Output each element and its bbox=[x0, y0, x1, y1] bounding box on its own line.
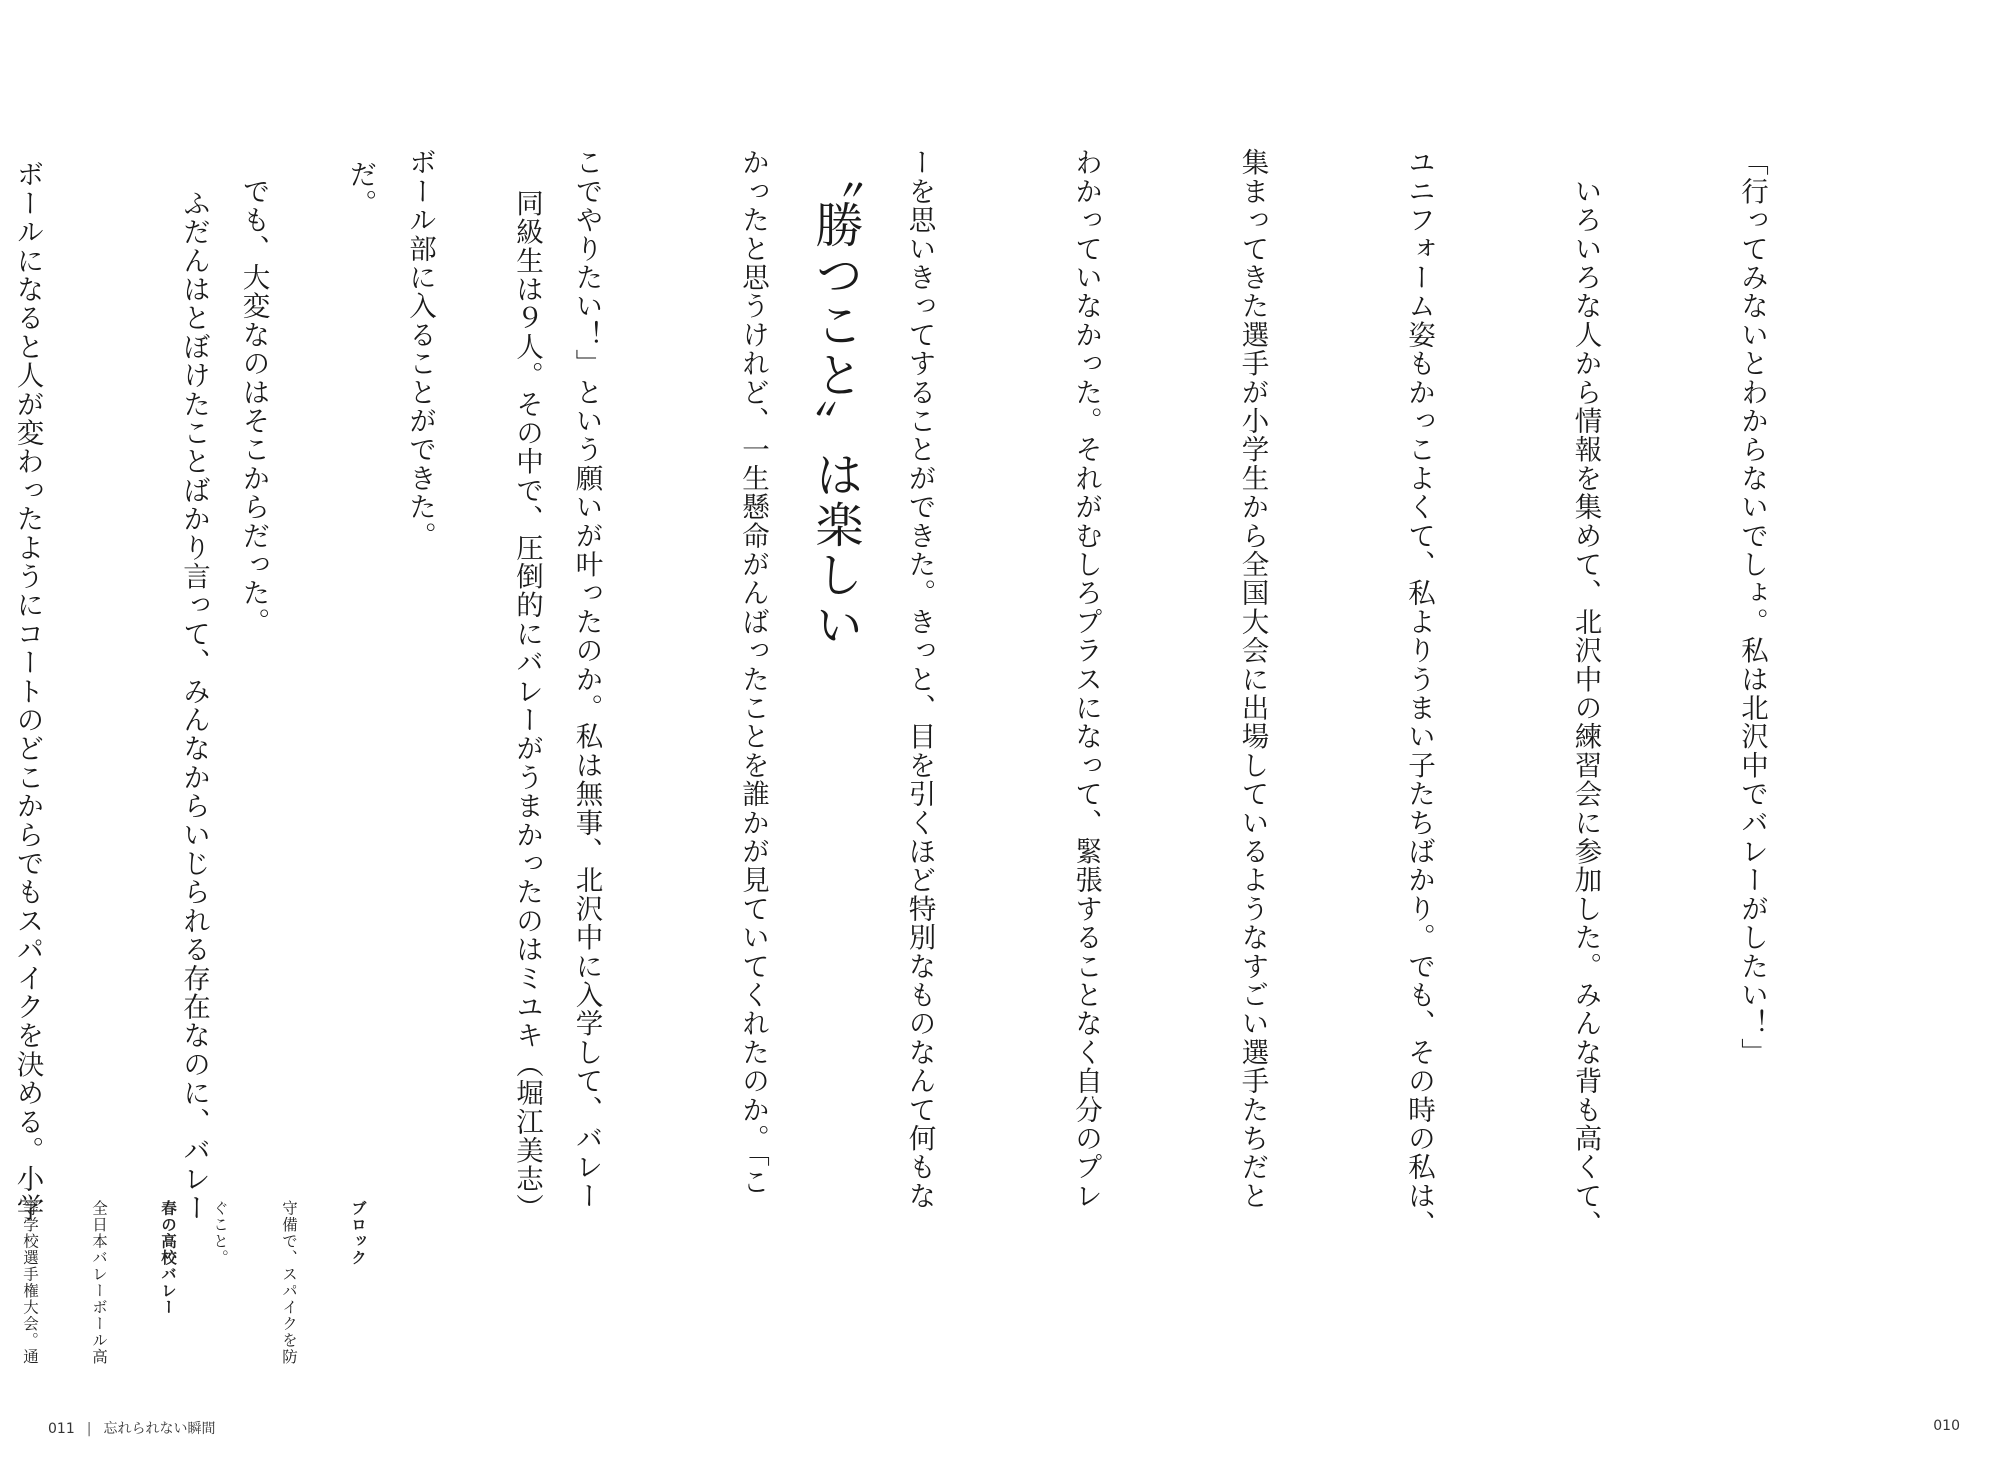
note-line: ぐこと。 bbox=[211, 1200, 229, 1266]
glossary-note-spring bbox=[0, 1200, 225, 1365]
body-line: わかっていなかった。それがむしろプラスになって、緊張することなく自分のプレ bbox=[1070, 148, 1102, 1210]
body-line: ーを思いきってすることができた。きっと、目を引くほど特別なものなんて何もな bbox=[903, 148, 936, 1210]
body-line: こでやりたい！」という願いが叶ったのか。私は無事、北沢中に入学して、バレー bbox=[570, 148, 603, 1210]
body-line: 「行ってみないとわからないでしょ。私は北沢中でバレーがしたい！」 bbox=[1736, 148, 1768, 1067]
page-number: 011 bbox=[48, 1421, 75, 1437]
left-page-footer bbox=[48, 1418, 215, 1438]
note-line: 等学校選手権大会。通 bbox=[21, 1200, 39, 1365]
note-title: 春の高校バレー bbox=[159, 1200, 177, 1316]
page-number: 010 bbox=[1933, 1418, 1960, 1434]
body-line: でも、大変なのはそこからだった。 bbox=[237, 148, 270, 636]
body-line: 同級生は９人。その中で、圧倒的にバレーがうまかったのはミユキ（堀江美志） bbox=[511, 160, 543, 1222]
note-line: 全日本バレーボール高 bbox=[90, 1200, 108, 1365]
body-line: 集まってきた選手が小学生から全国大会に出場しているようなすごい選手たちだと bbox=[1236, 148, 1269, 1210]
body-line: ユニフォーム姿もかっこよくて、私よりうまい子たちばかり。でも、その時の私は、 bbox=[1403, 148, 1435, 1239]
left-page-body bbox=[0, 160, 665, 1222]
body-line: ふだんはとぼけたことばかり言って、みんなからいじられる存在なのに、バレー bbox=[178, 160, 210, 1222]
footer-separator: | bbox=[86, 1421, 92, 1437]
body-line: だ。 bbox=[344, 160, 377, 218]
chapter-title: 忘れられない瞬間 bbox=[103, 1421, 216, 1437]
note-title: ブロック bbox=[349, 1200, 367, 1266]
body-line: いろいろな人から情報を集めて、北沢中の練習会に参加した。みんな背も高くて、 bbox=[1569, 148, 1602, 1239]
section-heading: 〝勝つこと〟は楽しい bbox=[807, 150, 863, 650]
right-page-footer bbox=[1933, 1418, 1960, 1434]
note-line: 守備で、スパイクを防 bbox=[280, 1200, 298, 1365]
body-line: かったと思うけれど、一生懸命がんばったことを誰かが見ていてくれたのか。「こ bbox=[737, 148, 769, 1197]
body-line: ボールになると人が変わったようにコートのどこからでもスパイクを決める。小学 bbox=[11, 160, 44, 1222]
body-line: ボール部に入ることができた。 bbox=[404, 148, 436, 550]
